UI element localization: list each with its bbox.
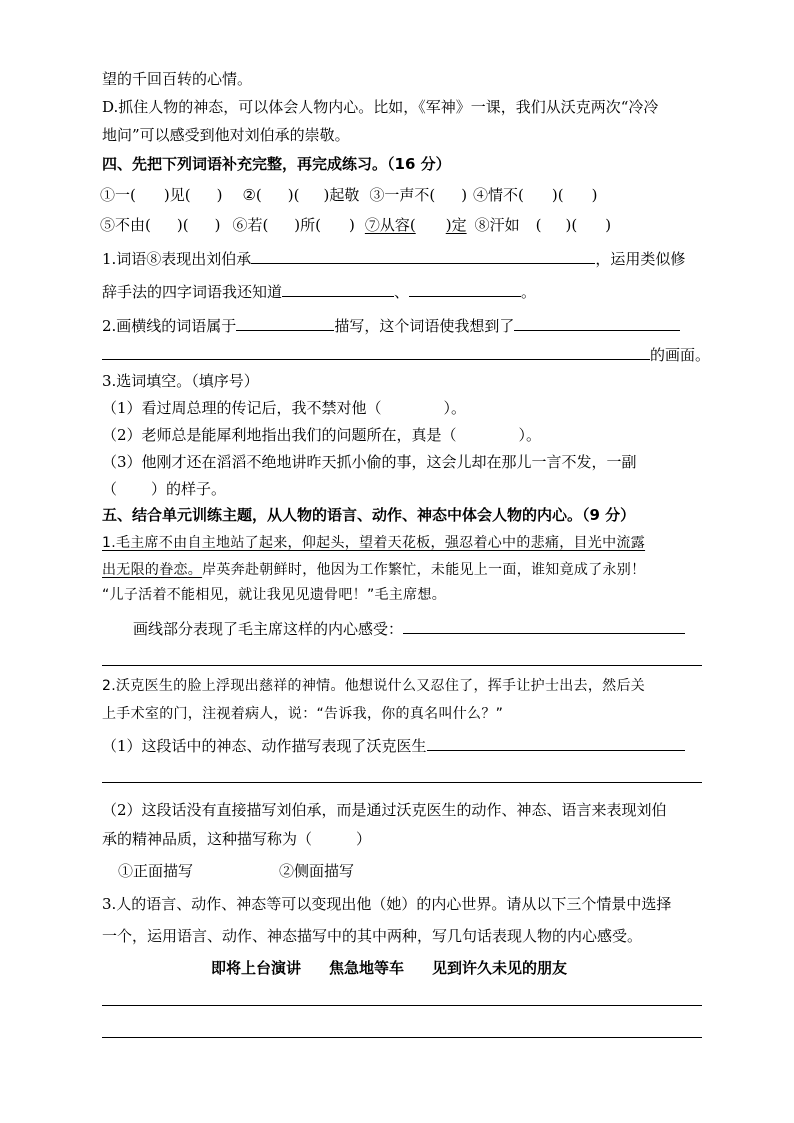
passage2-options (118, 860, 354, 882)
idiom-6b: )所( (294, 216, 322, 234)
scenario-waiting-bus[interactable]: 焦急地等车 (329, 959, 405, 977)
idiom-8b: ( (535, 216, 542, 234)
writing-line-1[interactable] (102, 1005, 702, 1006)
idiom-2b: )( (287, 186, 300, 204)
passage2-q1-blank[interactable] (427, 734, 685, 751)
idiom-6a: ⑥若( (232, 216, 269, 234)
passage2-q2-text: 承的精神品质，这种描写称为（ (102, 830, 313, 848)
idiom-7b: )定 (445, 216, 467, 234)
q2-line2 (102, 343, 710, 366)
idiom-3b: ) (461, 186, 468, 204)
intro-line: 望的千回百转的心情。 (102, 70, 253, 88)
section5-heading: 五、结合单元训练主题，从人物的语言、动作、神态中体会人物的内心。（9 分） (102, 506, 636, 524)
q3-title: 3.选词填空。（填序号） (102, 372, 259, 390)
q3-item-2-end: ）。 (518, 426, 542, 444)
passage1-line2 (102, 559, 645, 581)
idiom-7a: ⑦从容( (364, 216, 416, 234)
idiom-4a: ④情不( (473, 186, 524, 204)
idiom-2a: ②( (242, 186, 262, 204)
idiom-4c: ) (591, 186, 598, 204)
scenario-list (211, 957, 567, 979)
q1-line2-prompt: 辞手法的四字词语我还知道 (102, 283, 283, 301)
q2-prompt-mid: 描写，这个词语使我想到了 (334, 317, 515, 335)
q3-item-1-end: ）。 (443, 399, 467, 417)
idiom-1b: )见( (163, 186, 191, 204)
q2-blank-3[interactable] (102, 343, 650, 360)
q3-item-3: （3）他刚才还在滔滔不绝地讲昨天抓小偷的事，这会儿却在那儿一言不发，一副 (102, 453, 637, 471)
q3-item-1-text: （1）看过周总理的传记后，我不禁对他（ (102, 399, 382, 417)
idiom-5a: ⑤不由( (100, 216, 151, 234)
passage1-question-text: 画线部分表现了毛主席这样的内心感受： (133, 620, 404, 638)
option-d-line2: 地问”可以感受到他对刘伯承的崇敬。 (102, 126, 350, 144)
q1-end: 。 (521, 283, 537, 301)
option-front-description[interactable]: ①正面描写 (118, 862, 194, 880)
section4-heading: 四、先把下列词语补充完整，再完成练习。（16 分） (102, 155, 451, 173)
passage2-q1 (102, 734, 685, 757)
q1-blank-2[interactable] (282, 280, 394, 297)
q2-blank-1[interactable] (236, 314, 334, 331)
passage1-question (133, 617, 685, 640)
option-d-line1: D.抓住人物的神态，可以体会人物内心。比如，《军神》一课，我们从沃克两次“冷冷 (102, 98, 659, 116)
passage1-line1 (102, 532, 645, 554)
idiom-1c: ) (216, 186, 223, 204)
q1-prompt: 1.词语⑧表现出刘伯承 (102, 250, 252, 268)
q1-sep: 、 (394, 283, 410, 301)
q2-end: 的画面。 (650, 346, 711, 364)
idiom-8a: ⑧汗如 (474, 216, 520, 234)
idiom-8c: )( (565, 216, 578, 234)
idiom-3a: ③一声不( (369, 186, 436, 204)
answer-line-1[interactable] (102, 665, 702, 666)
idiom-row-1 (100, 184, 597, 206)
idiom-6c: ) (349, 216, 355, 234)
idiom-4b: )( (551, 186, 564, 204)
idiom-5c: ) (214, 216, 221, 234)
q2-blank-2[interactable] (514, 314, 680, 331)
q3-item-2-text: （2）老师总是能犀利地指出我们的问题所在，真是（ (102, 426, 457, 444)
answer-line-2[interactable] (102, 782, 702, 783)
scenario-old-friend[interactable]: 见到许久未见的朋友 (432, 959, 568, 977)
writing-line-2[interactable] (102, 1037, 702, 1038)
idiom-8d: ) (605, 216, 612, 234)
q2-prompt: 2.画横线的词语属于 (102, 317, 237, 335)
passage2-q2-line1: （2）这段话没有直接描写刘伯承，而是通过沃克医生的动作、神态、语言来表现刘伯 (102, 801, 667, 819)
passage1-line3: “儿子活着不能相见，就让我见见遗骨吧！”毛主席想。 (102, 587, 447, 603)
passage1-underlined-1: 1.毛主席不由自主地站了起来，仰起头，望着天花板，强忍着心中的悲痛，目光中流露 (102, 535, 646, 551)
q1-line2 (102, 280, 536, 303)
q3-item-3-open: （ (102, 480, 118, 498)
q1-blank-3[interactable] (409, 280, 521, 297)
scenario-speech[interactable]: 即将上台演讲 (211, 959, 302, 977)
passage1-underlined-2: 出无限的眷恋。 (102, 562, 203, 578)
idiom-row-2 (100, 214, 611, 236)
idiom-1a: ①一( (100, 186, 136, 204)
idiom-2c: )起敬 (323, 186, 360, 204)
passage2-q1-text: （1）这段话中的神态、动作描写表现了沃克医生 (102, 737, 427, 755)
q1-prompt-end: ，运用类似修 (595, 250, 686, 268)
idiom-5b: )( (176, 216, 189, 234)
task3-line1: 3.人的语言、动作、神态等可以变现出他（她）的内心世界。请从以下三个情景中选择 (102, 895, 672, 913)
q3-item-3-end: ）的样子。 (151, 480, 227, 498)
task3-line2: 一个，运用语言、动作、神态描写中的其中两种，写几句话表现人物的内心感受。 (102, 927, 643, 945)
option-side-description[interactable]: ②侧面描写 (279, 862, 355, 880)
q2-line1 (102, 314, 680, 337)
q3-item-2 (102, 424, 541, 446)
q1-blank-1[interactable] (251, 247, 595, 264)
passage2-q2-end: ） (356, 830, 372, 848)
q3-item-3-line2 (102, 478, 226, 500)
passage2-q2-line2 (102, 828, 371, 850)
q1-line1 (102, 247, 685, 270)
q3-item-1 (102, 397, 466, 419)
passage2-line1: 2.沃克医生的脸上浮现出慈祥的神情。他想说什么又忍住了，挥手让护士出去，然后关 (102, 678, 646, 694)
passage2-line2: 上手术室的门，注视着病人，说：“告诉我，你的真名叫什么？” (102, 706, 504, 722)
passage1-rest: 岸英奔赴朝鲜时，他因为工作繁忙，未能见上一面，谁知竟成了永别！ (202, 562, 646, 578)
passage1-blank[interactable] (403, 617, 685, 634)
